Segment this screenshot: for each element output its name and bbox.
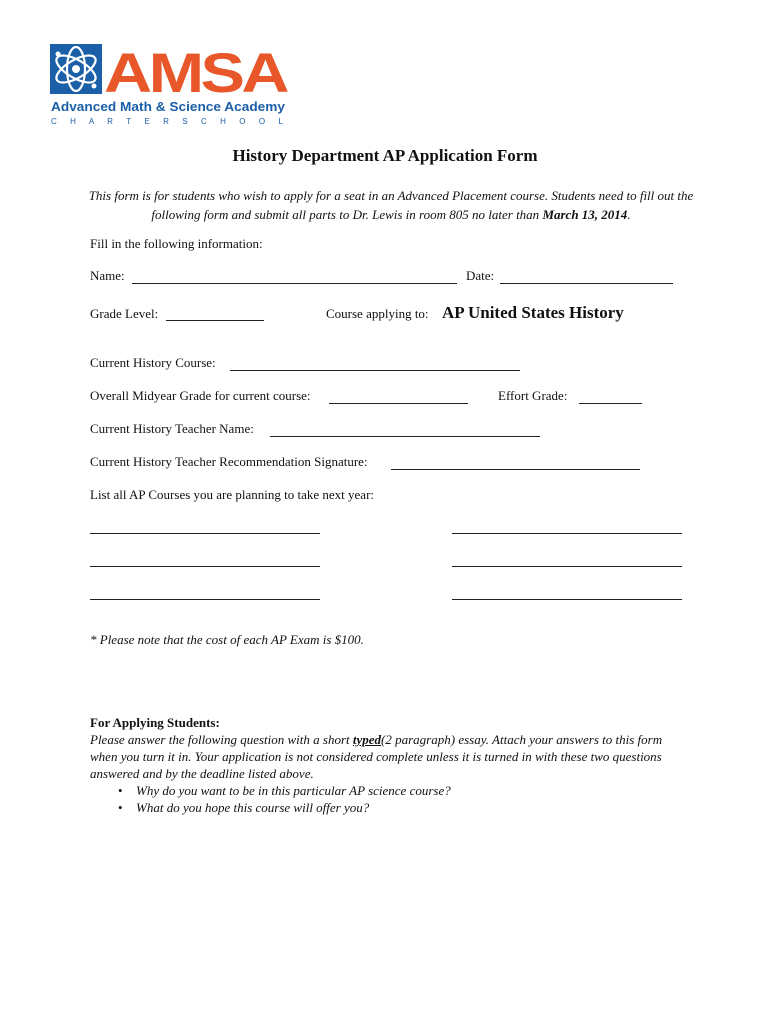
- question-item: [118, 782, 690, 799]
- applying-instructions: [90, 731, 690, 782]
- effort-grade-field[interactable]: [579, 403, 642, 404]
- date-label: Date:: [466, 268, 495, 283]
- intro-text: This form is for students who wish to apply for a seat in an Advanced Placement course. Students need to fill out the following form and submit all parts to Dr. Lewis in room 805 no later than: [88, 188, 694, 222]
- applying-typed: typed: [352, 732, 382, 747]
- ap-course-field-3[interactable]: [90, 566, 320, 567]
- question-item: [118, 799, 690, 816]
- date-field[interactable]: [500, 283, 673, 284]
- effort-grade-label: Effort Grade:: [498, 388, 568, 403]
- logo-subtitle: C H A R T E R S C H O O L: [51, 117, 283, 126]
- teacher-name-field[interactable]: [270, 436, 540, 437]
- name-label: Name:: [90, 268, 125, 283]
- intro-deadline: March 13, 2014: [542, 207, 628, 222]
- teacher-name-label: Current History Teacher Name:: [90, 421, 254, 436]
- name-field[interactable]: [132, 283, 457, 284]
- ap-courses-label: List all AP Courses you are planning to take next year:: [90, 487, 375, 502]
- applying-body-start: Please answer the following question with a short: [90, 732, 353, 747]
- question-text: What do you hope this course will offer you?: [136, 800, 370, 815]
- amsa-logo-graphic: [50, 42, 290, 126]
- applying-heading: For Applying Students:: [90, 715, 220, 730]
- question-list: [90, 782, 690, 816]
- fill-in-instruction: Fill in the following information:: [90, 236, 263, 251]
- ap-course-field-4[interactable]: [452, 566, 682, 567]
- page-title: History Department AP Application Form: [232, 146, 538, 165]
- ap-course-field-5[interactable]: [90, 599, 320, 600]
- amsa-logo: [50, 42, 290, 126]
- grade-level-field[interactable]: [166, 320, 264, 321]
- logo-wordmark: AMSA: [104, 42, 288, 104]
- applying-body-end: (2 paragraph) essay. Attach your answers to this form when you turn it in. Your application is not considered complete unless it is turned in with these two questions answered and by the deadline listed above.: [90, 732, 663, 781]
- midyear-grade-field[interactable]: [329, 403, 468, 404]
- question-text: Why do you want to be in this particular AP science course?: [136, 783, 451, 798]
- exam-cost-note: * Please note that the cost of each AP Exam is $100.: [90, 632, 364, 647]
- grade-level-label: Grade Level:: [90, 306, 159, 321]
- course-applying-value: AP United States History: [442, 303, 624, 322]
- atom-icon: [50, 44, 102, 94]
- bullet-icon: •: [118, 783, 123, 798]
- teacher-signature-field[interactable]: [391, 469, 640, 470]
- ap-course-field-6[interactable]: [452, 599, 682, 600]
- applying-students-section: [90, 714, 690, 816]
- ap-course-field-1[interactable]: [90, 533, 320, 534]
- intro-end: .: [627, 207, 631, 222]
- bullet-icon: •: [118, 800, 123, 815]
- intro-paragraph: [86, 186, 696, 224]
- current-course-label: Current History Course:: [90, 355, 216, 370]
- midyear-grade-label: Overall Midyear Grade for current course:: [90, 388, 311, 403]
- current-course-field[interactable]: [230, 370, 520, 371]
- course-applying-label: Course applying to:: [326, 306, 429, 321]
- ap-course-field-2[interactable]: [452, 533, 682, 534]
- logo-school-name: Advanced Math & Science Academy: [51, 100, 286, 114]
- teacher-signature-label: Current History Teacher Recommendation Signature:: [90, 454, 368, 469]
